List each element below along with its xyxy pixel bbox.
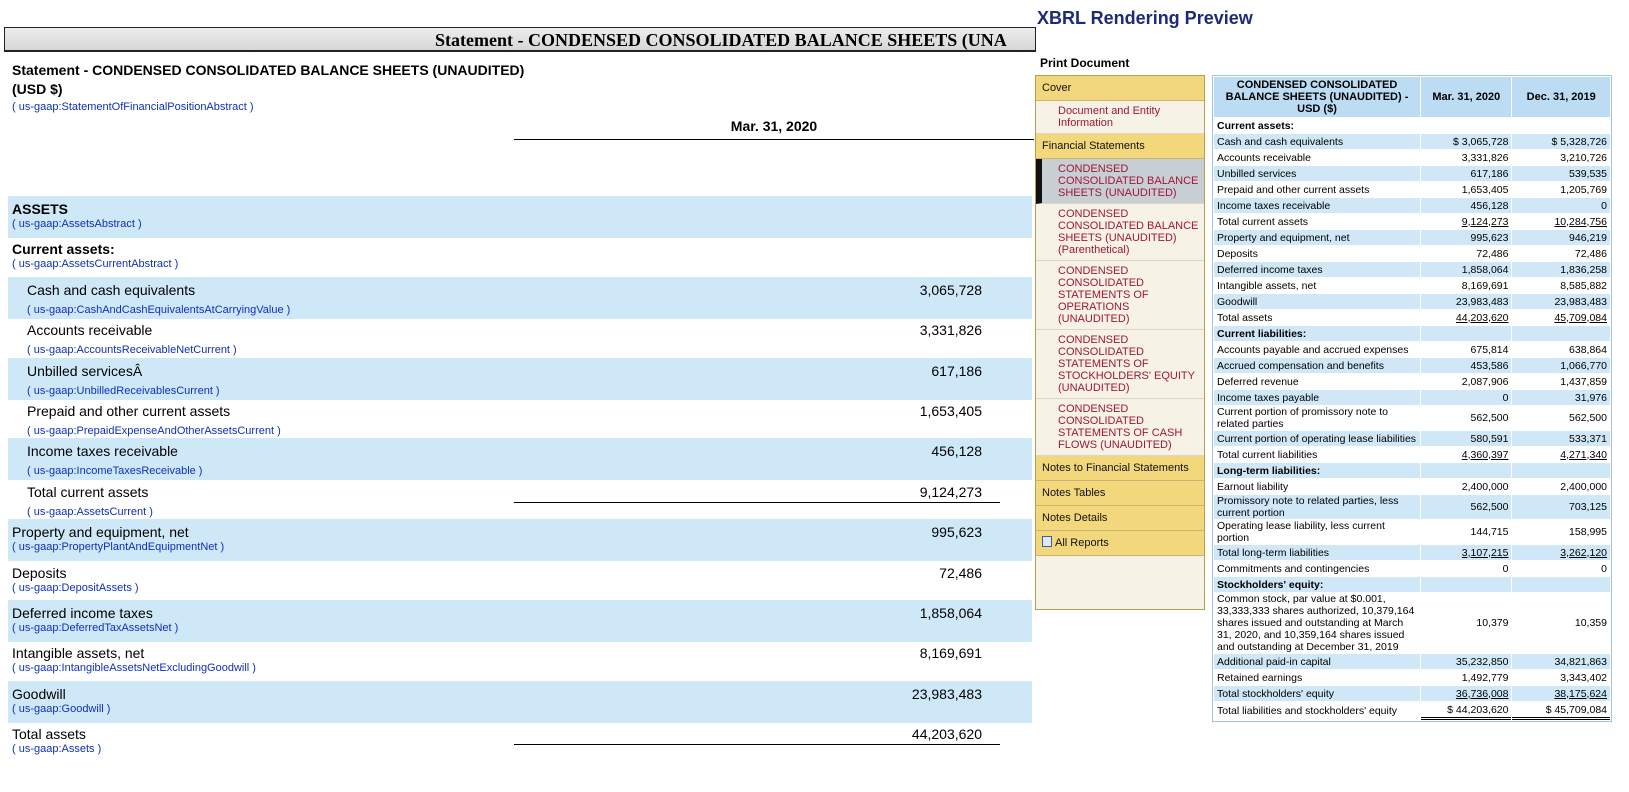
row-value: 72,486 xyxy=(939,565,982,581)
table-cell-mar-2020 xyxy=(1421,577,1511,592)
table-cell-dec-2019: 38,175,624 xyxy=(1512,686,1610,701)
table-cell-mar-2020: 995,623 xyxy=(1421,230,1511,245)
table-row xyxy=(1214,390,1610,405)
table-row-label: Property and equipment, net xyxy=(1214,230,1420,245)
statement-bar-title: Statement - CONDENSED CONSOLIDATED BALANCE SHEETS (UNA xyxy=(435,30,1007,50)
table-row xyxy=(1214,545,1610,560)
table-cell-mar-2020: 44,203,620 xyxy=(1421,310,1511,325)
table-row xyxy=(1214,593,1610,653)
table-cell-dec-2019: 1,437,859 xyxy=(1512,374,1610,389)
table-cell-dec-2019: $ 45,709,084 xyxy=(1512,702,1610,720)
row-value: 3,331,826 xyxy=(919,322,982,338)
table-row-label: Operating lease liability, less current portion xyxy=(1214,520,1420,544)
row-label: Unbilled servicesÂ xyxy=(27,363,143,379)
table-row-label: Deposits xyxy=(1214,246,1420,261)
statement-detail-pane xyxy=(4,27,1036,792)
statement-heading-title: Statement - CONDENSED CONSOLIDATED BALANCE SHEETS (UNAUDITED) xyxy=(12,62,525,78)
table-cell-mar-2020: 23,983,483 xyxy=(1421,294,1511,309)
table-cell-mar-2020: 2,400,000 xyxy=(1421,479,1511,494)
table-cell-dec-2019: 0 xyxy=(1512,561,1610,576)
row-value: 1,858,064 xyxy=(919,605,982,621)
statement-row xyxy=(8,196,1032,238)
table-cell-mar-2020: 35,232,850 xyxy=(1421,654,1511,669)
statement-row xyxy=(8,519,1032,561)
table-row-label: Retained earnings xyxy=(1214,670,1420,685)
table-row xyxy=(1214,134,1610,149)
table-cell-mar-2020: 1,858,064 xyxy=(1421,262,1511,277)
table-row-label: Current portion of operating lease liabilities xyxy=(1214,431,1420,446)
table-body xyxy=(1214,118,1610,720)
table-cell-mar-2020: 3,331,826 xyxy=(1421,150,1511,165)
table-cell-dec-2019: 158,995 xyxy=(1512,520,1610,544)
table-row xyxy=(1214,294,1610,309)
table-row-label: Total current assets xyxy=(1214,214,1420,229)
table-row xyxy=(1214,166,1610,181)
table-row xyxy=(1214,447,1610,462)
nav-section-notes-tables[interactable]: Notes Tables xyxy=(1036,481,1204,506)
table-row-label: Stockholders' equity: xyxy=(1214,577,1420,592)
table-cell-mar-2020: 36,736,008 xyxy=(1421,686,1511,701)
table-cell-dec-2019: 34,821,863 xyxy=(1512,654,1610,669)
table-row xyxy=(1214,342,1610,357)
table-cell-dec-2019: 2,400,000 xyxy=(1512,479,1610,494)
column-header-rule xyxy=(514,139,1034,140)
nav-section-cover[interactable]: Cover xyxy=(1036,76,1204,101)
table-row-label: Total current liabilities xyxy=(1214,447,1420,462)
row-value: 617,186 xyxy=(931,363,982,379)
table-row xyxy=(1214,150,1610,165)
table-row-label: Current portion of promissory note to related parties xyxy=(1214,406,1420,430)
table-row-label: Deferred income taxes xyxy=(1214,262,1420,277)
table-row xyxy=(1214,326,1610,341)
table-cell-dec-2019 xyxy=(1512,118,1610,133)
row-xbrl-tag[interactable]: ( us-gaap:AssetsCurrentAbstract ) xyxy=(12,258,179,270)
table-row xyxy=(1214,431,1610,446)
table-cell-mar-2020: 1,492,779 xyxy=(1421,670,1511,685)
table-cell-mar-2020 xyxy=(1421,118,1511,133)
table-cell-dec-2019: $ 5,328,726 xyxy=(1512,134,1610,149)
statement-heading-tag[interactable]: ( us-gaap:StatementOfFinancialPositionAbstract ) xyxy=(12,101,254,113)
table-row-label: Earnout liability xyxy=(1214,479,1420,494)
table-cell-mar-2020: 3,107,215 xyxy=(1421,545,1511,560)
table-row xyxy=(1214,654,1610,669)
nav-financial-statement-items xyxy=(1036,159,1204,456)
table-cell-dec-2019: 10,359 xyxy=(1512,593,1610,653)
row-xbrl-tag[interactable]: ( us-gaap:AssetsCurrent ) xyxy=(27,506,153,518)
table-row xyxy=(1214,358,1610,373)
table-cell-dec-2019: 3,343,402 xyxy=(1512,670,1610,685)
row-label: Prepaid and other current assets xyxy=(27,403,231,419)
nav-section-notes[interactable]: Notes to Financial Statements xyxy=(1036,456,1204,481)
table-row-label: Income taxes receivable xyxy=(1214,198,1420,213)
table-cell-mar-2020: $ 3,065,728 xyxy=(1421,134,1511,149)
statement-heading-units: (USD $) xyxy=(12,81,63,97)
table-row-label: Additional paid-in capital xyxy=(1214,654,1420,669)
total-rule xyxy=(514,744,1000,745)
row-value: 23,983,483 xyxy=(911,686,982,702)
table-row-label: Income taxes payable xyxy=(1214,390,1420,405)
table-cell-dec-2019: 946,219 xyxy=(1512,230,1610,245)
table-header-col2: Dec. 31, 2019 xyxy=(1512,77,1610,117)
table-cell-dec-2019: 539,535 xyxy=(1512,166,1610,181)
row-label: Deferred income taxes xyxy=(12,605,153,621)
column-header-date: Mar. 31, 2020 xyxy=(730,118,818,134)
table-cell-dec-2019: 1,836,258 xyxy=(1512,262,1610,277)
row-value: 3,065,728 xyxy=(919,282,982,298)
table-cell-dec-2019: 562,500 xyxy=(1512,406,1610,430)
row-label: Deposits xyxy=(12,565,67,581)
table-cell-mar-2020: 2,087,906 xyxy=(1421,374,1511,389)
table-row xyxy=(1214,214,1610,229)
table-cell-mar-2020: 453,586 xyxy=(1421,358,1511,373)
balance-sheet-preview-table xyxy=(1212,75,1612,722)
nav-all-reports-label: All Reports xyxy=(1055,537,1109,549)
table-row-label: Common stock, par value at $0.001, 33,333,333 shares authorized, 10,379,164 shares issued and outstanding at March 31, 2020, and 10,359,164 shares issued and outstanding at December 31, 2019 xyxy=(1214,593,1420,653)
row-xbrl-tag[interactable]: ( us-gaap:UnbilledReceivablesCurrent ) xyxy=(27,385,220,397)
statement-heading xyxy=(12,61,524,114)
nav-section-notes-details[interactable]: Notes Details xyxy=(1036,506,1204,531)
table-row xyxy=(1214,686,1610,701)
row-xbrl-tag[interactable]: ( us-gaap:PrepaidExpenseAndOtherAssetsCurrent ) xyxy=(27,425,281,437)
table-row-label: Promissory note to related parties, less current portion xyxy=(1214,495,1420,519)
table-cell-dec-2019 xyxy=(1512,577,1610,592)
nav-item-statement[interactable]: CONDENSED CONSOLIDATED STATEMENTS OF CASH FLOWS (UNAUDITED) xyxy=(1036,399,1204,456)
table-cell-mar-2020: $ 44,203,620 xyxy=(1421,702,1511,720)
table-row xyxy=(1214,520,1610,544)
row-xbrl-tag[interactable]: ( us-gaap:Assets ) xyxy=(12,743,102,755)
nav-item-statement-selected[interactable]: CONDENSED CONSOLIDATED BALANCE SHEETS (UNAUDITED) xyxy=(1036,159,1204,204)
table-row xyxy=(1214,374,1610,389)
table-cell-mar-2020: 4,360,397 xyxy=(1421,447,1511,462)
table-cell-dec-2019: 10,284,756 xyxy=(1512,214,1610,229)
table-cell-dec-2019: 3,210,726 xyxy=(1512,150,1610,165)
row-xbrl-tag[interactable]: ( us-gaap:AssetsAbstract ) xyxy=(12,218,142,230)
table-cell-dec-2019: 703,125 xyxy=(1512,495,1610,519)
table-cell-dec-2019: 23,983,483 xyxy=(1512,294,1610,309)
table-row xyxy=(1214,198,1610,213)
statement-row xyxy=(8,681,1032,723)
row-label: Accounts receivable xyxy=(27,322,153,338)
table-row xyxy=(1214,495,1610,519)
table-cell-mar-2020: 580,591 xyxy=(1421,431,1511,446)
table-cell-mar-2020: 8,169,691 xyxy=(1421,278,1511,293)
table-cell-dec-2019: 533,371 xyxy=(1512,431,1610,446)
nav-item-statement[interactable]: CONDENSED CONSOLIDATED STATEMENTS OF STOCKHOLDERS' EQUITY (UNAUDITED) xyxy=(1036,330,1204,399)
report-navigation xyxy=(1035,75,1205,610)
table-cell-dec-2019: 0 xyxy=(1512,198,1610,213)
table-row xyxy=(1214,246,1610,261)
table-header-col1: Mar. 31, 2020 xyxy=(1421,77,1511,117)
statement-row xyxy=(8,721,1032,763)
row-label: Current assets: xyxy=(12,241,115,257)
table-row-label: Accounts payable and accrued expenses xyxy=(1214,342,1420,357)
table-row-label: Total liabilities and stockholders' equity xyxy=(1214,702,1420,720)
row-xbrl-tag[interactable]: ( us-gaap:DeferredTaxAssetsNet ) xyxy=(12,622,179,634)
table-cell-dec-2019: 4,271,340 xyxy=(1512,447,1610,462)
row-value: 1,653,405 xyxy=(919,403,982,419)
row-xbrl-tag[interactable]: ( us-gaap:IncomeTaxesReceivable ) xyxy=(27,465,203,477)
table-row-label: Long-term liabilities: xyxy=(1214,463,1420,478)
nav-all-reports[interactable] xyxy=(1036,531,1204,556)
table-row xyxy=(1214,577,1610,592)
table-cell-mar-2020: 675,814 xyxy=(1421,342,1511,357)
row-value: 995,623 xyxy=(931,524,982,540)
table-row xyxy=(1214,406,1610,430)
row-label: Cash and cash equivalents xyxy=(27,282,196,298)
statement-row xyxy=(8,438,1032,480)
table-row-label: Unbilled services xyxy=(1214,166,1420,181)
statement-row xyxy=(8,560,1032,602)
table-row-label: Total stockholders' equity xyxy=(1214,686,1420,701)
table-row xyxy=(1214,670,1610,685)
table-row-label: Current assets: xyxy=(1214,118,1420,133)
nav-item-statement[interactable]: CONDENSED CONSOLIDATED STATEMENTS OF OPERATIONS (UNAUDITED) xyxy=(1036,261,1204,330)
table-header-title: CONDENSED CONSOLIDATED BALANCE SHEETS (UNAUDITED) - USD ($) xyxy=(1214,77,1420,117)
table-cell-mar-2020 xyxy=(1421,326,1511,341)
table-cell-mar-2020: 144,715 xyxy=(1421,520,1511,544)
nav-item-statement[interactable]: CONDENSED CONSOLIDATED BALANCE SHEETS (UNAUDITED) (Parenthetical) xyxy=(1036,204,1204,261)
table-cell-mar-2020: 0 xyxy=(1421,390,1511,405)
table-row-label: Accounts receivable xyxy=(1214,150,1420,165)
table-row xyxy=(1214,310,1610,325)
row-label: Income taxes receivable xyxy=(27,443,178,459)
row-label: Total assets xyxy=(12,726,86,742)
row-xbrl-tag[interactable]: ( us-gaap:CashAndCashEquivalentsAtCarryingValue ) xyxy=(27,304,291,316)
table-cell-dec-2019 xyxy=(1512,463,1610,478)
table-cell-mar-2020: 562,500 xyxy=(1421,406,1511,430)
statement-row xyxy=(8,398,1032,440)
table-row-label: Commitments and contingencies xyxy=(1214,561,1420,576)
row-label: Property and equipment, net xyxy=(12,524,189,540)
table-cell-mar-2020: 617,186 xyxy=(1421,166,1511,181)
statement-row xyxy=(8,640,1032,682)
table-row-label: Cash and cash equivalents xyxy=(1214,134,1420,149)
table-row xyxy=(1214,262,1610,277)
table-row xyxy=(1214,278,1610,293)
row-label: Total current assets xyxy=(27,484,149,500)
table-row-label: Goodwill xyxy=(1214,294,1420,309)
table-row xyxy=(1214,702,1610,720)
table-row-label: Accrued compensation and benefits xyxy=(1214,358,1420,373)
statement-row xyxy=(8,600,1032,642)
total-rule xyxy=(514,502,1000,503)
nav-section-financial-statements[interactable]: Financial Statements xyxy=(1036,134,1204,159)
table-cell-mar-2020: 9,124,273 xyxy=(1421,214,1511,229)
row-value: 8,169,691 xyxy=(919,645,982,661)
table-cell-mar-2020: 10,379 xyxy=(1421,593,1511,653)
statement-row xyxy=(8,358,1032,400)
table-row xyxy=(1214,118,1610,133)
row-xbrl-tag[interactable]: ( us-gaap:PropertyPlantAndEquipmentNet ) xyxy=(12,541,225,553)
table-cell-mar-2020: 456,128 xyxy=(1421,198,1511,213)
table-cell-mar-2020: 72,486 xyxy=(1421,246,1511,261)
table-row xyxy=(1214,479,1610,494)
row-xbrl-tag[interactable]: ( us-gaap:DepositAssets ) xyxy=(12,582,139,594)
table-row xyxy=(1214,230,1610,245)
row-value: 44,203,620 xyxy=(911,726,982,742)
row-xbrl-tag[interactable]: ( us-gaap:Goodwill ) xyxy=(12,703,111,715)
table-cell-mar-2020: 1,653,405 xyxy=(1421,182,1511,197)
table-cell-dec-2019 xyxy=(1512,326,1610,341)
nav-item-cover[interactable]: Document and Entity Information xyxy=(1036,101,1204,134)
table-row-label: Total long-term liabilities xyxy=(1214,545,1420,560)
table-cell-dec-2019: 45,709,084 xyxy=(1512,310,1610,325)
row-xbrl-tag[interactable]: ( us-gaap:AccountsReceivableNetCurrent ) xyxy=(27,344,237,356)
table-row-label: Current liabilities: xyxy=(1214,326,1420,341)
table-row xyxy=(1214,561,1610,576)
table-row-label: Prepaid and other current assets xyxy=(1214,182,1420,197)
row-value: 9,124,273 xyxy=(919,484,982,500)
print-document-link[interactable]: Print Document xyxy=(1040,56,1130,70)
table-cell-mar-2020 xyxy=(1421,463,1511,478)
table-cell-dec-2019: 72,486 xyxy=(1512,246,1610,261)
row-xbrl-tag[interactable]: ( us-gaap:IntangibleAssetsNetExcludingGoodwill ) xyxy=(12,662,256,674)
statement-title-bar xyxy=(4,27,1036,52)
row-value: 456,128 xyxy=(931,443,982,459)
table-cell-dec-2019: 638,864 xyxy=(1512,342,1610,357)
table-row xyxy=(1214,182,1610,197)
report-list-icon xyxy=(1042,536,1052,547)
table-row xyxy=(1214,463,1610,478)
statement-row xyxy=(8,317,1032,359)
table-cell-dec-2019: 1,066,770 xyxy=(1512,358,1610,373)
table-row-label: Deferred revenue xyxy=(1214,374,1420,389)
row-label: Goodwill xyxy=(12,686,66,702)
statement-row xyxy=(8,277,1032,319)
table-cell-dec-2019: 3,262,120 xyxy=(1512,545,1610,560)
statement-row xyxy=(8,479,1032,521)
table-row-label: Intangible assets, net xyxy=(1214,278,1420,293)
table-cell-mar-2020: 562,500 xyxy=(1421,495,1511,519)
row-label: ASSETS xyxy=(12,201,69,217)
table-row-label: Total assets xyxy=(1214,310,1420,325)
table-cell-dec-2019: 1,205,769 xyxy=(1512,182,1610,197)
nav-cover-items xyxy=(1036,101,1204,134)
statement-row xyxy=(8,236,1032,278)
table-cell-dec-2019: 31,976 xyxy=(1512,390,1610,405)
table-cell-mar-2020: 0 xyxy=(1421,561,1511,576)
table-cell-dec-2019: 8,585,882 xyxy=(1512,278,1610,293)
preview-title: XBRL Rendering Preview xyxy=(1037,8,1253,28)
row-label: Intangible assets, net xyxy=(12,645,145,661)
